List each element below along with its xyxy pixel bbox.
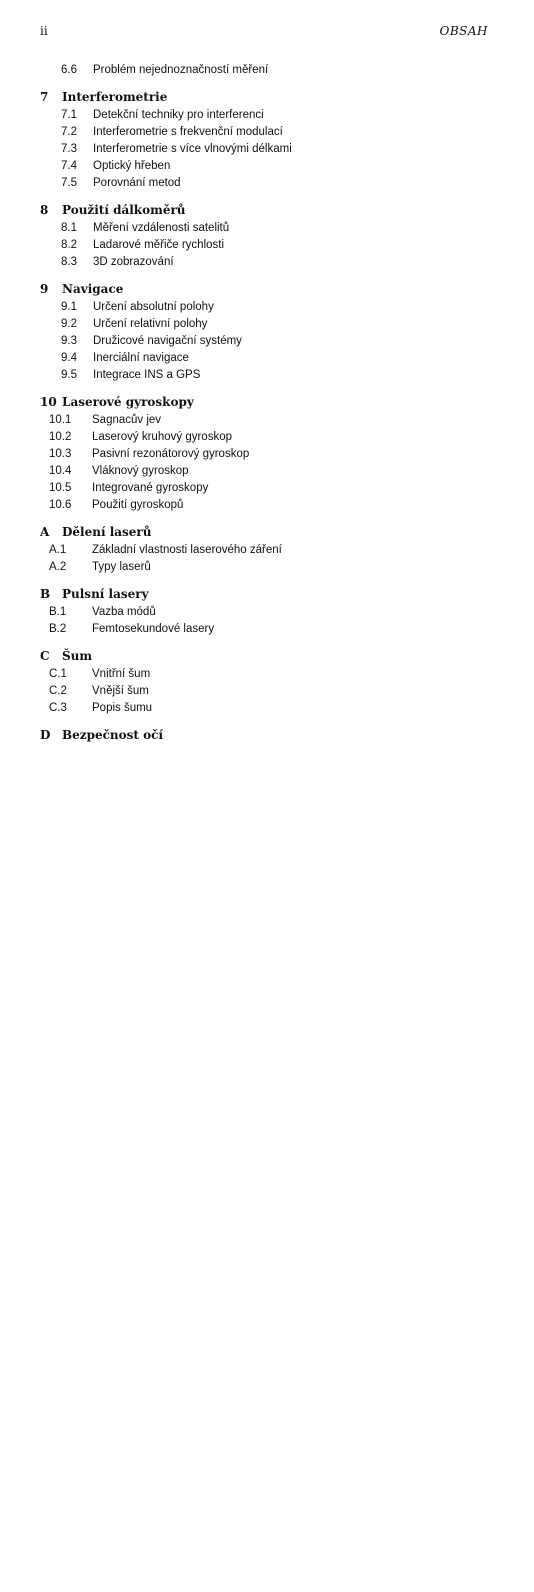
entry-title: Šum (62, 649, 93, 663)
toc-section-entry[interactable] (40, 62, 488, 79)
entry-title: Optický hřeben (93, 160, 171, 172)
entry-number: 7.1 (61, 109, 77, 121)
entry-title: Detekční techniky pro interferenci (93, 109, 264, 121)
entry-title: Femtosekundové lasery (92, 623, 215, 635)
toc-section-entry[interactable] (40, 604, 488, 621)
entry-title: Ladarové měřiče rychlosti (93, 239, 225, 251)
page-number: ii (40, 24, 48, 38)
entry-number: 10.5 (49, 482, 72, 494)
entry-title: Problém nejednoznačností měření (93, 64, 269, 76)
entry-number: 9 (40, 282, 49, 296)
entry-number: B.2 (49, 623, 67, 635)
running-title: OBSAH (439, 24, 488, 38)
entry-title: Určení relativní polohy (93, 318, 208, 330)
entry-title: Pasivní rezonátorový gyroskop (92, 448, 250, 460)
entry-number: 7 (40, 90, 49, 104)
entry-title: Bezpečnost očí (62, 728, 163, 742)
entry-number: 10.3 (49, 448, 72, 460)
entry-number: 7.3 (61, 143, 77, 155)
entry-number: 9.2 (61, 318, 77, 330)
toc-section-entry[interactable] (40, 621, 488, 638)
toc-chapter-entry[interactable] (40, 648, 488, 666)
entry-title: Interferometrie (62, 90, 168, 104)
toc-section-entry[interactable] (40, 446, 488, 463)
toc-chapter-entry[interactable] (40, 524, 488, 542)
toc-section-entry[interactable] (40, 463, 488, 480)
toc-section-entry[interactable] (40, 429, 488, 446)
toc-section-entry[interactable] (40, 299, 488, 316)
entry-number: 10 (40, 395, 57, 409)
toc-chapter-entry[interactable] (40, 586, 488, 604)
toc-section-entry[interactable] (40, 158, 488, 175)
table-of-contents (40, 62, 488, 745)
toc-chapter-entry[interactable] (40, 89, 488, 107)
entry-number: 8.2 (61, 239, 77, 251)
entry-number: 8.3 (61, 256, 77, 268)
entry-title: Sagnacův jev (92, 414, 162, 426)
entry-title: Vazba módů (92, 606, 156, 618)
running-header (40, 24, 488, 40)
toc-section-entry[interactable] (40, 254, 488, 271)
toc-section-entry[interactable] (40, 141, 488, 158)
entry-title: Pulsní lasery (62, 587, 149, 601)
toc-section-entry[interactable] (40, 124, 488, 141)
toc-section-entry[interactable] (40, 497, 488, 514)
toc-section-entry[interactable] (40, 350, 488, 367)
entry-title: Typy laserů (92, 561, 151, 573)
entry-number: A (40, 525, 50, 539)
entry-title: Vnější šum (92, 685, 149, 697)
entry-number: 7.5 (61, 177, 77, 189)
entry-title: Interferometrie s frekvenční modulací (93, 126, 283, 138)
entry-title: Laserové gyroskopy (62, 395, 194, 409)
entry-number: A.1 (49, 544, 67, 556)
entry-number: B (40, 587, 51, 601)
entry-number: 9.3 (61, 335, 77, 347)
toc-chapter-entry[interactable] (40, 727, 488, 745)
toc-section-entry[interactable] (40, 666, 488, 683)
entry-title: Popis šumu (92, 702, 153, 714)
toc-section-entry[interactable] (40, 220, 488, 237)
entry-title: Vnitřní šum (92, 668, 151, 680)
entry-title: Dělení laserů (62, 525, 152, 539)
entry-number: C.1 (49, 668, 67, 680)
entry-title: Integrované gyroskopy (92, 482, 209, 494)
toc-section-entry[interactable] (40, 412, 488, 429)
entry-number: 9.5 (61, 369, 77, 381)
entry-title: Použití gyroskopů (92, 499, 184, 511)
entry-page-number (0, 727, 488, 1592)
toc-section-entry[interactable] (40, 480, 488, 497)
entry-title: 3D zobrazování (93, 256, 174, 268)
toc-section-entry[interactable] (40, 367, 488, 384)
toc-section-entry[interactable] (40, 700, 488, 717)
entry-number: 10.1 (49, 414, 72, 426)
toc-section-entry[interactable] (40, 542, 488, 559)
toc-chapter-entry[interactable] (40, 202, 488, 220)
entry-title: Navigace (62, 282, 124, 296)
entry-number: 9.4 (61, 352, 77, 364)
entry-number: C.3 (49, 702, 67, 714)
toc-section-entry[interactable] (40, 175, 488, 192)
toc-section-entry[interactable] (40, 683, 488, 700)
entry-title: Interferometrie s více vlnovými délkami (93, 143, 292, 155)
entry-number: C (40, 649, 50, 663)
entry-number: C.2 (49, 685, 67, 697)
toc-section-entry[interactable] (40, 559, 488, 576)
entry-number: 9.1 (61, 301, 77, 313)
entry-title: Inerciální navigace (93, 352, 189, 364)
entry-title: Použití dálkoměrů (62, 203, 186, 217)
toc-section-entry[interactable] (40, 107, 488, 124)
entry-title: Určení absolutní polohy (93, 301, 214, 313)
toc-chapter-entry[interactable] (40, 394, 488, 412)
entry-number: 7.2 (61, 126, 77, 138)
entry-number: 10.4 (49, 465, 72, 477)
entry-number: 10.2 (49, 431, 72, 443)
toc-chapter-entry[interactable] (40, 281, 488, 299)
toc-section-entry[interactable] (40, 237, 488, 254)
entry-number: 10.6 (49, 499, 72, 511)
entry-title: Vláknový gyroskop (92, 465, 189, 477)
entry-number: A.2 (49, 561, 67, 573)
toc-section-entry[interactable] (40, 333, 488, 350)
entry-title: Družicové navigační systémy (93, 335, 242, 347)
entry-number: 8 (40, 203, 49, 217)
entry-number: D (40, 728, 51, 742)
entry-title: Integrace INS a GPS (93, 369, 201, 381)
entry-number: 6.6 (61, 64, 77, 76)
entry-title: Základní vlastnosti laserového záření (92, 544, 282, 556)
entry-title: Laserový kruhový gyroskop (92, 431, 232, 443)
entry-title: Měření vzdálenosti satelitů (93, 222, 230, 234)
toc-section-entry[interactable] (40, 316, 488, 333)
entry-number: 7.4 (61, 160, 77, 172)
entry-number: B.1 (49, 606, 67, 618)
entry-title: Porovnání metod (93, 177, 181, 189)
entry-number: 8.1 (61, 222, 77, 234)
